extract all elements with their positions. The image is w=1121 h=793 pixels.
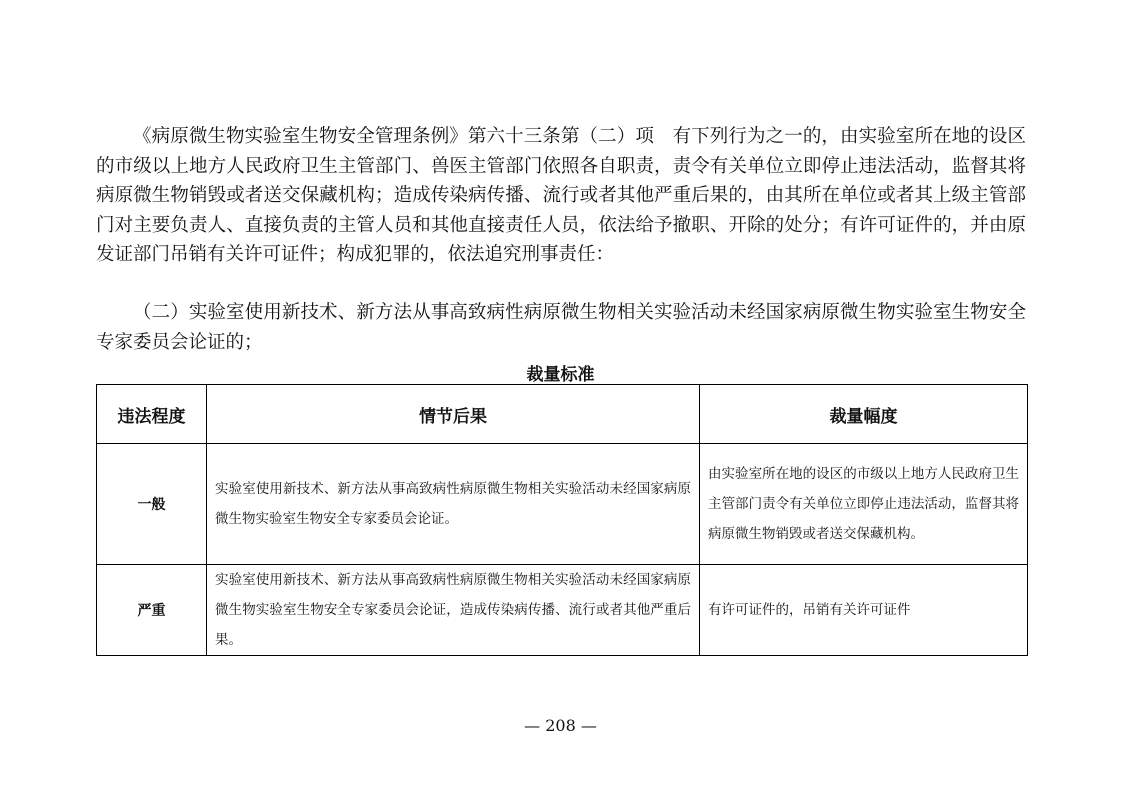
row-penalty: 由实验室所在地的设区的市级以上地方人民政府卫生主管部门责令有关单位立即停止违法活动，监督其将病原微生物销毁或者送交保藏机构。 — [700, 444, 1028, 565]
row-level: 严重 — [97, 565, 207, 656]
article-item-two: （二）实验室使用新技术、新方法从事高致病性病原微生物相关实验活动未经国家病原微生物实验室生物安全专家委员会论证的； — [96, 302, 1026, 353]
table-header-row — [97, 385, 1028, 444]
row-penalty: 有许可证件的，吊销有关许可证件 — [700, 565, 1028, 656]
header-violation-level: 违法程度 — [97, 385, 207, 444]
page-number: — 208 — — [524, 716, 597, 735]
row-level: 一般 — [97, 444, 207, 565]
table-row — [97, 444, 1028, 565]
discretion-table — [96, 384, 1028, 656]
row-circumstance: 实验室使用新技术、新方法从事高致病性病原微生物相关实验活动未经国家病原微生物实验室生物安全专家委员会论证。 — [207, 444, 700, 565]
table-caption: 裁量标准 — [526, 365, 595, 385]
article-paragraph: 《病原微生物实验室生物安全管理条例》第六十三条第（二）项 有下列行为之一的，由实验室所在地的设区的市级以上地方人民政府卫生主管部门、兽医主管部门依照各自职责，责令有关单位立即停止违法活动，监督其将病原微生物销毁或者送交保藏机构；造成传染病传播、流行或者其他严重后果的，由其所在单位或者其上级主管部门对主要负责人、直接负责的主管人员和其他直接责任人员，依法给予撤职、开除的处分；有许可证件的，并由原发证部门吊销有关许可证件；构成犯罪的，依法追究刑事责任： — [96, 126, 1026, 265]
header-circumstances: 情节后果 — [207, 385, 700, 444]
header-penalty-range: 裁量幅度 — [700, 385, 1028, 444]
row-circumstance: 实验室使用新技术、新方法从事高致病性病原微生物相关实验活动未经国家病原微生物实验室生物安全专家委员会论证，造成传染病传播、流行或者其他严重后果。 — [207, 565, 700, 656]
table-row — [97, 565, 1028, 656]
